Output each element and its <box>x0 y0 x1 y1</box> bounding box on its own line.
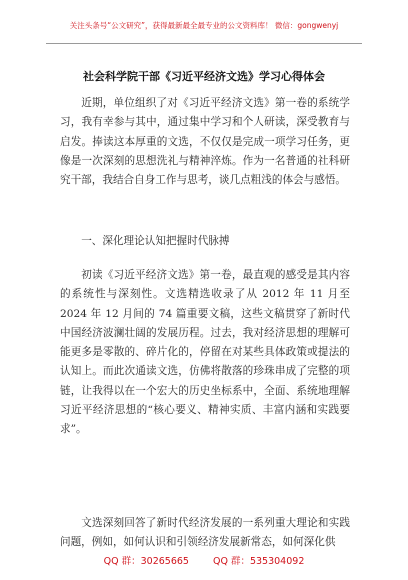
footer-qq-group-1: QQ 群：30265665 <box>103 556 189 567</box>
document-title: 社会科学院干部《习近平经济文选》学习心得体会 <box>83 70 325 83</box>
footer <box>0 553 408 567</box>
header-promo-note: 关注头条号“公文研究”，获得最新最全最专业的公文资料库！ 微信：gongwenyj <box>69 21 339 30</box>
paragraph-body-1: 初读《习近平经济文选》第一卷，最直观的感受是其内容的系统性与深刻性。文选精选收录了从 2012 年 11 月至 2024 年 12 月间的 74 篇重要文稿，这些文稿贯穿了新时代中国经济波澜壮阔的发展历程。过去，我对经济思想的理解可能更多是零散的、碎片化的，停留在对某些具体政策或提法的认知上。而此次通读文选，仿佛将散落的珍珠串成了完整的项链，让我得以在一个宏大的历史坐标系中，全面、系统地理解习近平经济思想的“核心要义、精神实质、丰富内涵和实践要求”。 <box>60 269 350 436</box>
paragraph-intro: 近期，单位组织了对《习近平经济文选》第一卷的系统学习，我有幸参与其中，通过集中学习和个人研读，深受教育与启发。捧读这本厚重的文选，不仅仅是完成一项学习任务，更像是一次深刻的思想洗礼与精神淬炼。作为一名普通的社科研究干部，我结合自身工作与思考，谈几点粗浅的体会与感悟。 <box>60 97 350 187</box>
header-divider <box>46 43 362 44</box>
footer-qq-group-2: QQ 群：535304092 <box>212 556 305 567</box>
section-heading-1: 一、深化理论认知把握时代脉搏 <box>81 235 230 247</box>
paragraph-body-2: 文选深刻回答了新时代经济发展的一系列重大理论和实践问题，例如，如何认识和引领经济发展新常态，如何深化供 <box>60 517 350 549</box>
